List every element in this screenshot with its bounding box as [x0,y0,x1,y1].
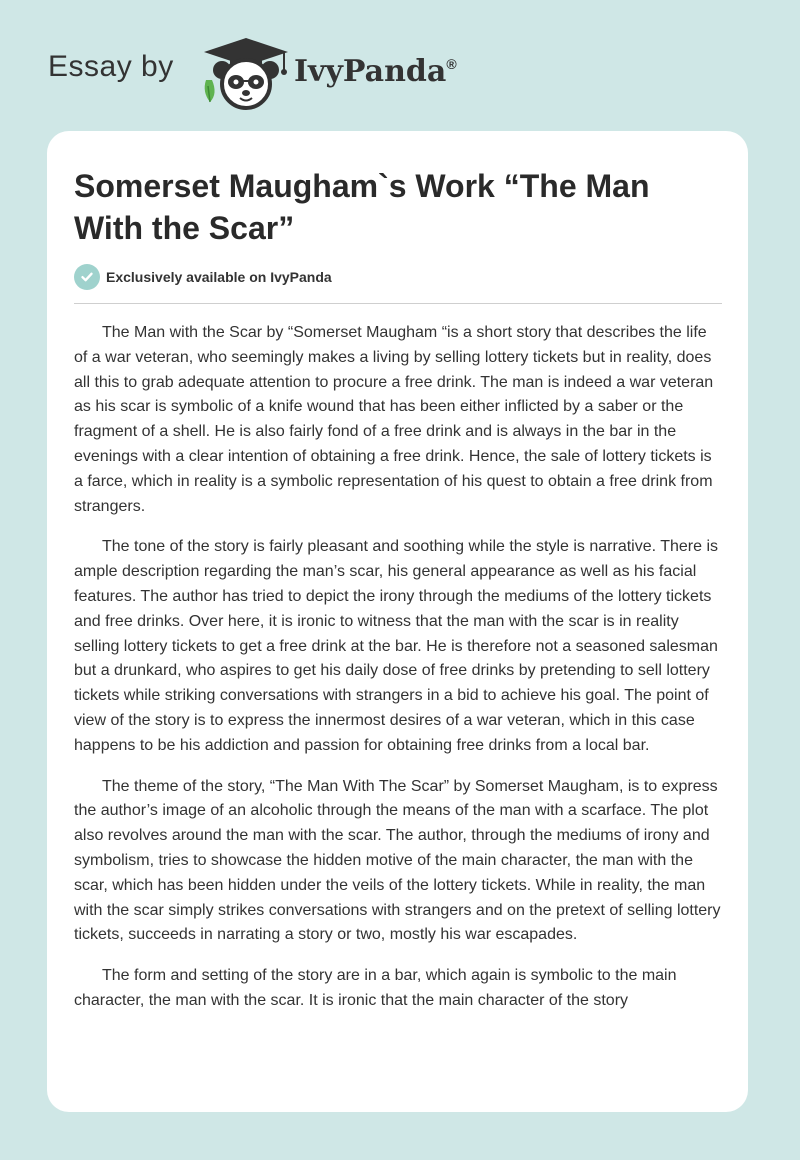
brand-name: IvyPanda® [294,54,457,89]
essay-body [74,321,724,1030]
check-circle-icon [74,264,100,290]
essay-card [47,131,748,1112]
site-header [0,0,800,130]
panda-graduate-logo-icon[interactable] [200,36,292,110]
paragraph: The tone of the story is fairly pleasant and soothing while the style is narrative. There is ample description regarding the man’s scar, his general appearance as well as his facial features. The author has tried to depict the irony through the mediums of the lottery tickets and free drinks. Over here, it is ironic to witness that the man with the scar is in reality selling lottery tickets to get a free drink at the bar. He is therefore not a seasoned salesman but a drunkard, who aspires to get his daily dose of free drinks by pretending to sell lottery tickets while striking conversations with strangers in a bid to achieve his goal. The point of view of the story is to express the innermost desires of a war veteran, which in this case happens to be his addiction and passion for obtaining free drinks from a local bar. [74,538,719,754]
paragraph: The Man with the Scar by “Somerset Maugham “is a short story that describes the life of a war veteran, who seemingly makes a living by selling lottery tickets but in reality, does all this to grab adequate attention to procure a free drink. The man is indeed a war veteran as his scar is symbolic of a knife wound that has been either inflicted by a saber or the fragment of a shell. He is also fairly fond of a free drink and is always in the bar in the evenings with a clear intention of obtaining a free drink. Hence, the sale of lottery tickets is a farce, which in reality is a symbolic representation of his quest to obtain a free drink from strangers. [74,324,714,515]
paragraph: The form and setting of the story are in a bar, which again is symbolic to the main character, the man with the scar. It is ironic that the main character of the story [74,967,677,1009]
brand-prefix: Essay by [48,50,174,83]
paragraph: The theme of the story, “The Man With The Scar” by Somerset Maugham, is to express the author’s image of an alcoholic through the means of the man with a scarface. The plot also revolves around the man with the scar. The author, through the mediums of irony and symbolism, tries to showcase the hidden motive of the main character, the man with the scar, which has been hidden under the veils of the lottery tickets. While in reality, the man with the scar simply strikes conversations with strangers and on the pretext of selling lottery tickets, succeeds in narrating a story or two, mostly his war escapades. [74,777,721,944]
exclusive-badge-text: Exclusively available on IvyPanda [106,269,332,285]
exclusive-badge [74,264,332,290]
page-title: Somerset Maugham`s Work “The Man With the Scar” [74,168,650,246]
divider [74,303,722,304]
registered-mark: ® [446,56,457,72]
